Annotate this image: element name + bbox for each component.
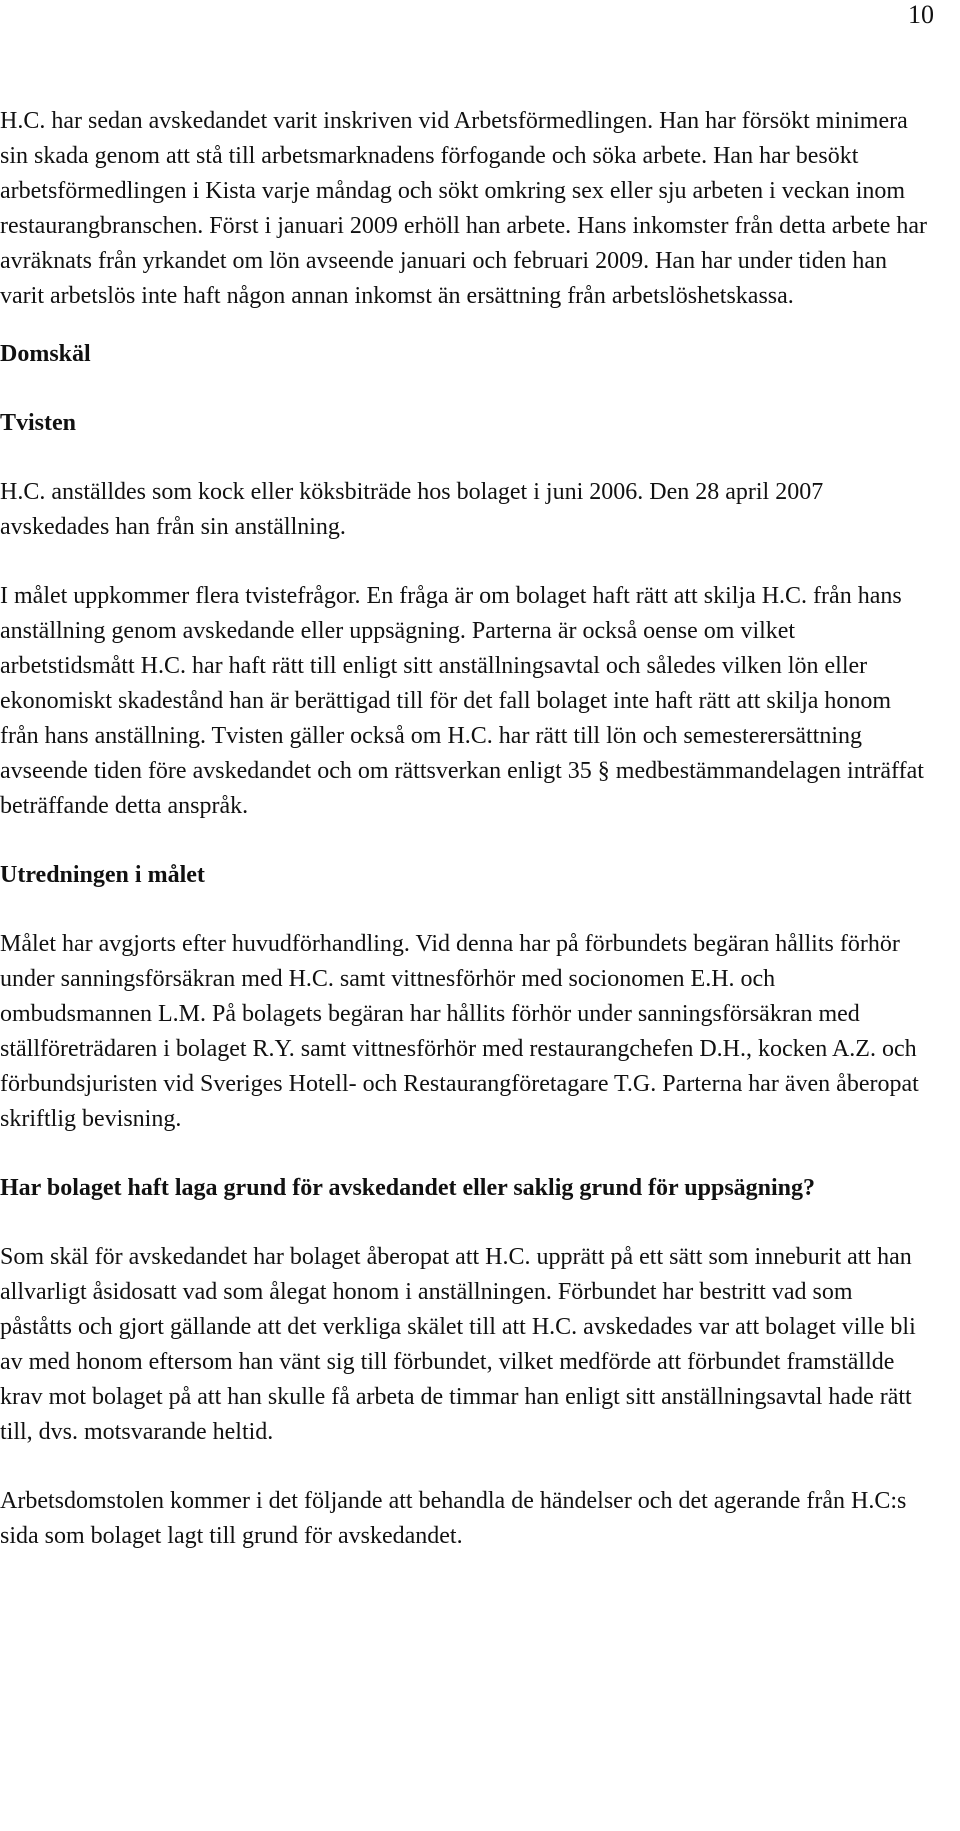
paragraph-final: Arbetsdomstolen kommer i det följande att behandla de händelser och det agerande från H.C:s sida som bolaget lagt till grund för avskedandet. — [0, 1488, 907, 1549]
paragraph-intro: H.C. har sedan avskedandet varit inskriven vid Arbetsförmedlingen. Han har försökt minimera sin skada genom att stå till arbetsmarknadens förfogande och söka arbete. Han har besökt arbetsförmedlingen i Kista varje måndag och sökt omkring sex eller sju arbeten i veckan inom restaurangbranschen. Först i januari 2009 erhöll han arbete. Hans inkomster från detta arbete har avräknats från yrkandet om lön avseende januari och februari 2009. Han har under tiden han varit arbetslös inte haft någon annan inkomst än ersättning från arbetslöshetskassa. — [0, 108, 927, 309]
paragraph-tvisten-2: I målet uppkommer flera tvistefrågor. En fråga är om bolaget haft rätt att skilja H.C. från hans anställning genom avskedande eller uppsägning. Parterna är också oense om vilket arbetstidsmått H.C. har haft rätt till enligt sitt anställningsavtal och således vilken lön eller ekonomiskt skadestånd han är berättigad till för det fall bolaget inte haft rätt att skilja honom från hans anställning. Tvisten gäller också om H.C. har rätt till lön och semesterersättning avseende tiden före avskedandet och om rättsverkan enligt 35 § medbestämmandelagen inträffat beträffande detta anspråk. — [0, 583, 924, 819]
heading-domskal: Domskäl — [0, 341, 91, 367]
paragraph-skal: Som skäl för avskedandet har bolaget åberopat att H.C. upprätt på ett sätt som inneburit att han allvarligt åsidosatt vad som ålegat honom i anställningen. Förbundet har bestritt vad som påståtts och gjort gällande att det verkliga skälet till att H.C. avskedades var att bolaget ville bli av med honom eftersom han vänt sig till förbundet, vilket medförde att förbundet framställde krav mot bolaget på att han skulle få arbeta de timmar han enligt sitt anställningsavtal hade rätt till, dvs. motsvarande heltid. — [0, 1244, 916, 1445]
heading-question: Har bolaget haft laga grund för avskedandet eller saklig grund för uppsägning? — [0, 1175, 816, 1201]
document-body — [0, 104, 930, 1554]
paragraph-utredningen: Målet har avgjorts efter huvudförhandling. Vid denna har på förbundets begäran hållits förhör under sanningsförsäkran med H.C. samt vittnesförhör med socionomen E.H. och ombudsmannen L.M. På bolagets begäran har hållits förhör under sanningsförsäkran med ställföreträdaren i bolaget R.Y. samt vittnesförhör med restaurangchefen D.H., kocken A.Z. och förbundsjuristen vid Sveriges Hotell- och Restaurangföretagare T.G. Parterna har även åberopat skriftlig bevisning. — [0, 931, 919, 1132]
heading-utredningen: Utredningen i målet — [0, 862, 205, 888]
paragraph-tvisten-1: H.C. anställdes som kock eller köksbiträde hos bolaget i juni 2006. Den 28 april 2007 avskedades han från sin anställning. — [0, 479, 824, 540]
heading-tvisten: Tvisten — [0, 410, 77, 436]
page-number: 10 — [908, 0, 934, 29]
